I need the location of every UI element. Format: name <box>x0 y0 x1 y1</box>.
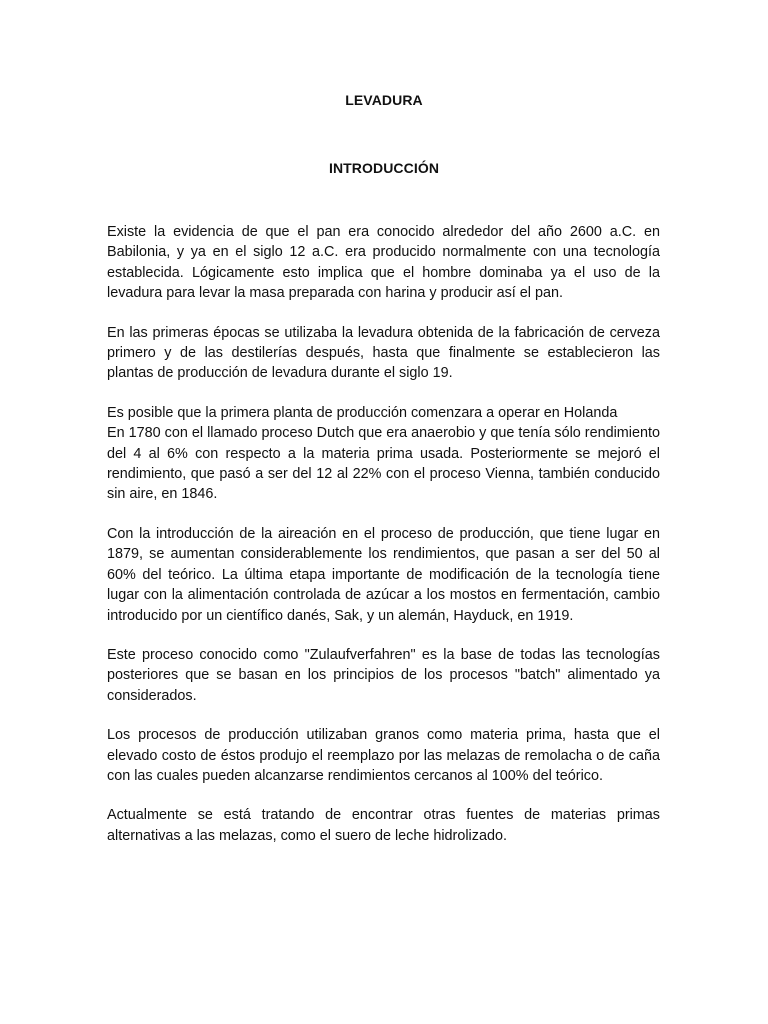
paragraph-history: Existe la evidencia de que el pan era conocido alrededor del año 2600 a.C. en Babilonia, y ya en el siglo 12 a.C. era producido normalmente con una tecnología establecida. Lógicamente esto implica que el hombre dominaba ya el uso de la levadura para levar la masa preparada con harina y producir así el pan. <box>107 224 660 302</box>
paragraph-raw-materials: Los procesos de producción utilizaban granos como materia prima, hasta que el elevado costo de éstos produjo el reemplazo por las melazas de remolacha o de caña con las cuales pueden alcanzarse rendimientos cercanos al 100% del teórico. <box>107 727 660 784</box>
section-heading: INTRODUCCIÓN <box>328 160 440 176</box>
document-body <box>107 222 660 865</box>
paragraph-first-plant: Es posible que la primera planta de producción comenzara a operar en Holanda <box>107 404 618 421</box>
document-title: LEVADURA <box>345 92 423 108</box>
paragraph-dutch-process: En 1780 con el llamado proceso Dutch que era anaerobio y que tenía sólo rendimiento del 4 al 6% con respecto a la materia prima usada. Posteriormente se mejoró el rendimiento, que pasó a ser del 12 al 22% con el proceso Vienna, también conducido sin aire, en 1846. <box>107 425 660 503</box>
paragraph-early-eras: En las primeras épocas se utilizaba la levadura obtenida de la fabricación de cerveza primero y de las destilerías después, hasta que finalmente se establecieron las plantas de producción de levadura durante el siglo 19. <box>107 324 660 382</box>
paragraph-aeration: Con la introducción de la aireación en el proceso de producción, que tiene lugar en 1879, se aumentan considerablemente los rendimientos, que pasan a ser del 50 al 60% del teórico. La última etapa importante de modificación de la tecnología tiene lugar con la alimentación controlada de azúcar a los mostos en fermentación, cambio introducido por un científico danés, Sak, y un alemán, Hayduck, en 1919. <box>107 525 660 624</box>
paragraph-current-research: Actualmente se está tratando de encontrar otras fuentes de materias primas alternativas a las melazas, como el suero de leche hidrolizado. <box>107 807 660 844</box>
paragraph-zulaufverfahren: Este proceso conocido como "Zulaufverfahren" es la base de todas las tecnologías posteriores que se basan en los principios de los procesos "batch" alimentado ya considerados. <box>107 646 660 704</box>
